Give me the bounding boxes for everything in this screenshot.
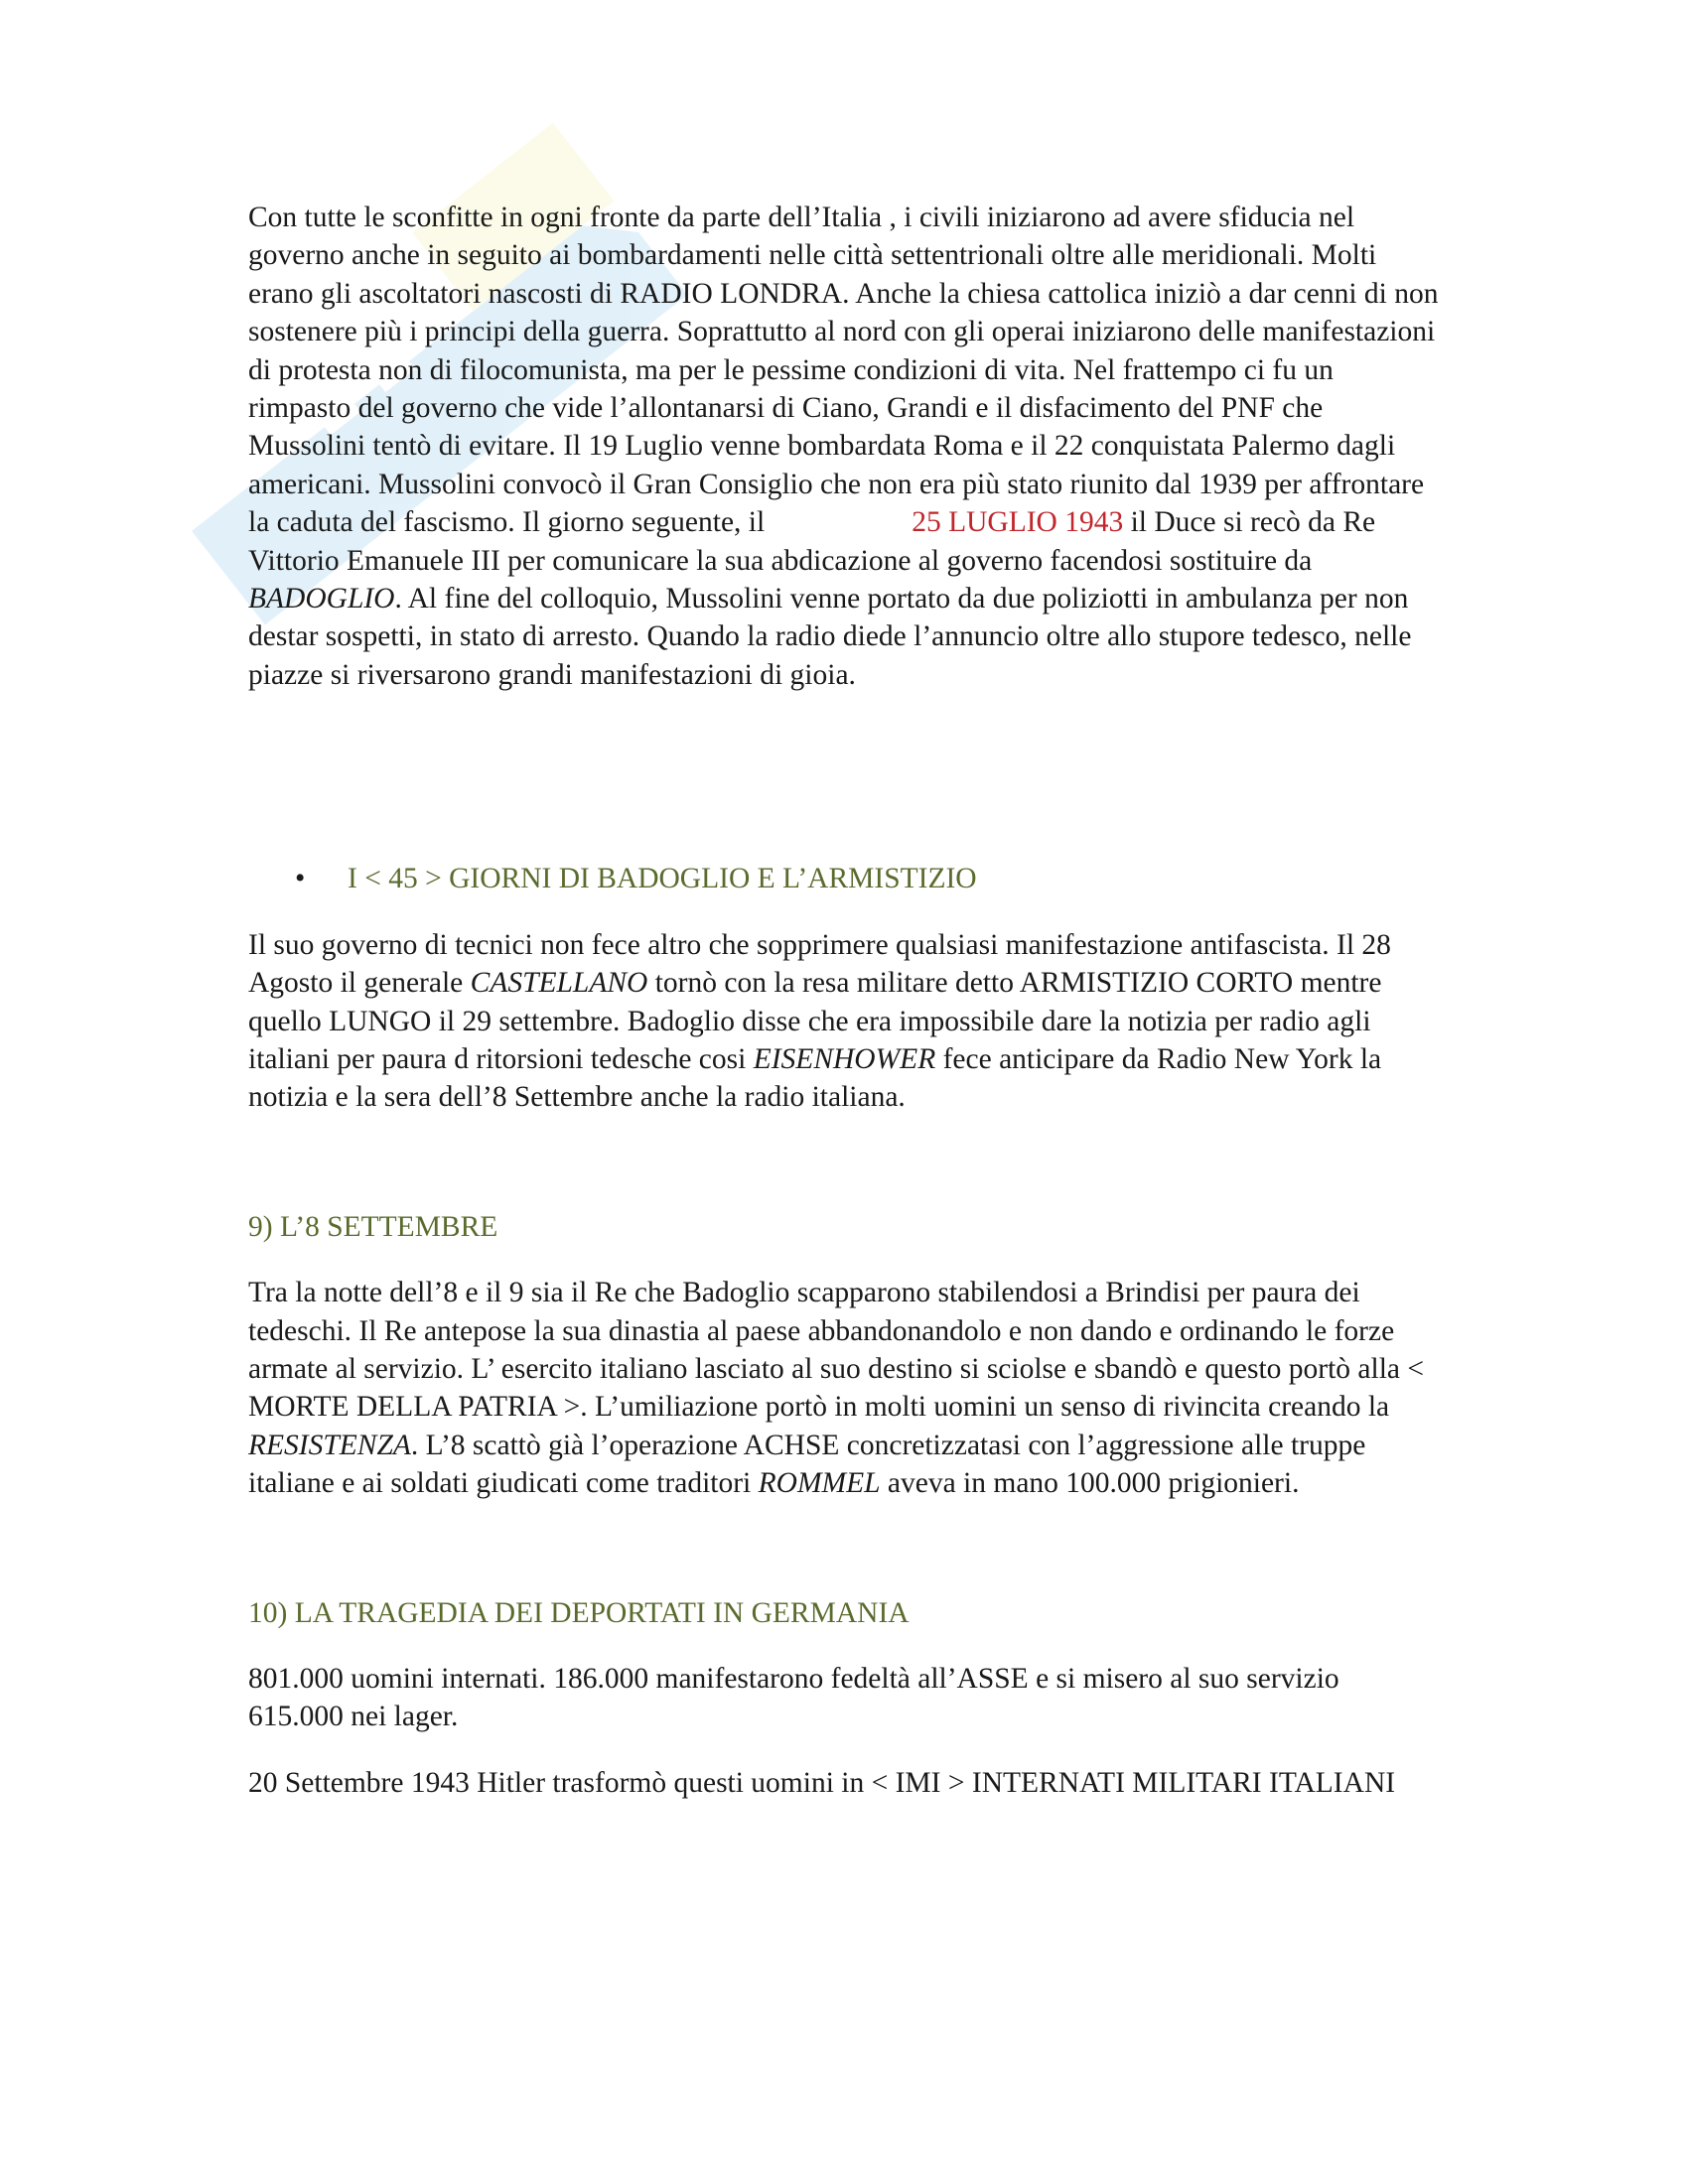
italic-name: CASTELLANO: [470, 967, 648, 1000]
paragraph-text: Con tutte le sconfitte in ogni fronte da parte dell’Italia , i civili iniziarono ad avere sfiducia nel governo anche in seguito ai bombardamenti nelle città settentrionali oltre alle meridionali. Molti erano gli ascoltatori nascosti di RADIO LONDRA. Anche la chiesa cattolica iniziò a dar cenni di non sostenere più i principi della guerra. Soprattutto al nord con gli operai iniziarono delle manifestazioni di protesta non di filocomunista, ma per le pessime condizioni di vita. Nel frattempo ci fu un rimpasto del governo che vide l’allontanarsi di Ciano, Grandi e il disfacimento del PNF che Mussolini tentò di evitare. Il 19 Luglio venne bombardata Roma e il 22 conquistata Palermo dagli americani. Mussolini convocò il Gran Consiglio che non era più stato riunito dal 1939 per affrontare la caduta del fascismo. Il giorno seguente, il: [248, 202, 1439, 539]
paragraph-8-settembre: [248, 1274, 1440, 1502]
bullet-icon: •: [295, 863, 306, 895]
document-page: [248, 199, 1440, 1802]
italic-name: ROMMEL: [758, 1467, 881, 1500]
paragraph-text: il Duce si recò da Re Vittorio Emanuele III per comunicare la sua abdicazione al governo facendosi sostituire da: [248, 506, 1376, 577]
paragraph-text: . L’8 scattò già l’operazione ACHSE concretizzatasi con l’aggressione alle truppe italiane e ai soldati giudicati come traditori: [248, 1429, 1366, 1500]
paragraph-imi: 20 Settembre 1943 Hitler trasformò questi uomini in < IMI > INTERNATI MILITARI ITALIANI: [248, 1766, 1396, 1799]
highlighted-date: 25 LUGLIO 1943: [912, 506, 1124, 539]
section-heading-45-giorni: [248, 860, 1440, 897]
italic-term: RESISTENZA: [248, 1429, 411, 1461]
paragraph-text: fece anticipare da Radio New York la notizia e la sera dell’8 Settembre anche la radio italiana.: [248, 1042, 1382, 1114]
paragraph-text: Il suo governo di tecnici non fece altro che sopprimere qualsiasi manifestazione antifascista. Il 28 Agosto il generale: [248, 928, 1391, 1000]
paragraph-text: aveva in mano 100.000 prigionieri.: [880, 1467, 1300, 1500]
heading-text: I < 45 > GIORNI DI BADOGLIO E L’ARMISTIZIO: [348, 863, 977, 895]
italic-name: BADOGLIO: [248, 583, 395, 615]
paragraph-fall-of-fascism: [248, 199, 1440, 694]
paragraph-internati: 801.000 uomini internati. 186.000 manifestarono fedeltà all’ASSE e si misero al suo servizio 615.000 nei lager.: [248, 1662, 1339, 1733]
italic-name: EISENHOWER: [753, 1042, 936, 1075]
paragraph-text: Tra la notte dell’8 e il 9 sia il Re che Badoglio scapparono stabilendosi a Brindisi per paura dei tedeschi. Il Re antepose la sua dinastia al paese abbandonandolo e non dando e ordinando le forze armate al servizio. L’ esercito italiano lasciato al suo destino si sciolse e sbandò e questo portò alla < MORTE DELLA PATRIA >. L’umiliazione portò in molti uomini un senso di rivincita creando la: [248, 1277, 1425, 1424]
section-heading-deportati: 10) LA TRAGEDIA DEI DEPORTATI IN GERMANIA: [248, 1596, 910, 1629]
paragraph-text: . Al fine del colloquio, Mussolini venne portato da due poliziotti in ambulanza per non destar sospetti, in stato di arresto. Quando la radio diede l’annuncio oltre allo stupore tedesco, nelle piazze si riversarono grandi manifestazioni di gioia.: [248, 583, 1412, 691]
section-heading-8-settembre: 9) L’8 SETTEMBRE: [248, 1210, 498, 1243]
paragraph-armistice: [248, 926, 1440, 1117]
paragraph-text: tornò con la resa militare detto ARMISTIZIO CORTO mentre quello LUNGO il 29 settembre. Badoglio disse che era impossibile dare la notizia per radio agli italiani per paura d ritorsioni tedesche cosi: [248, 967, 1382, 1075]
